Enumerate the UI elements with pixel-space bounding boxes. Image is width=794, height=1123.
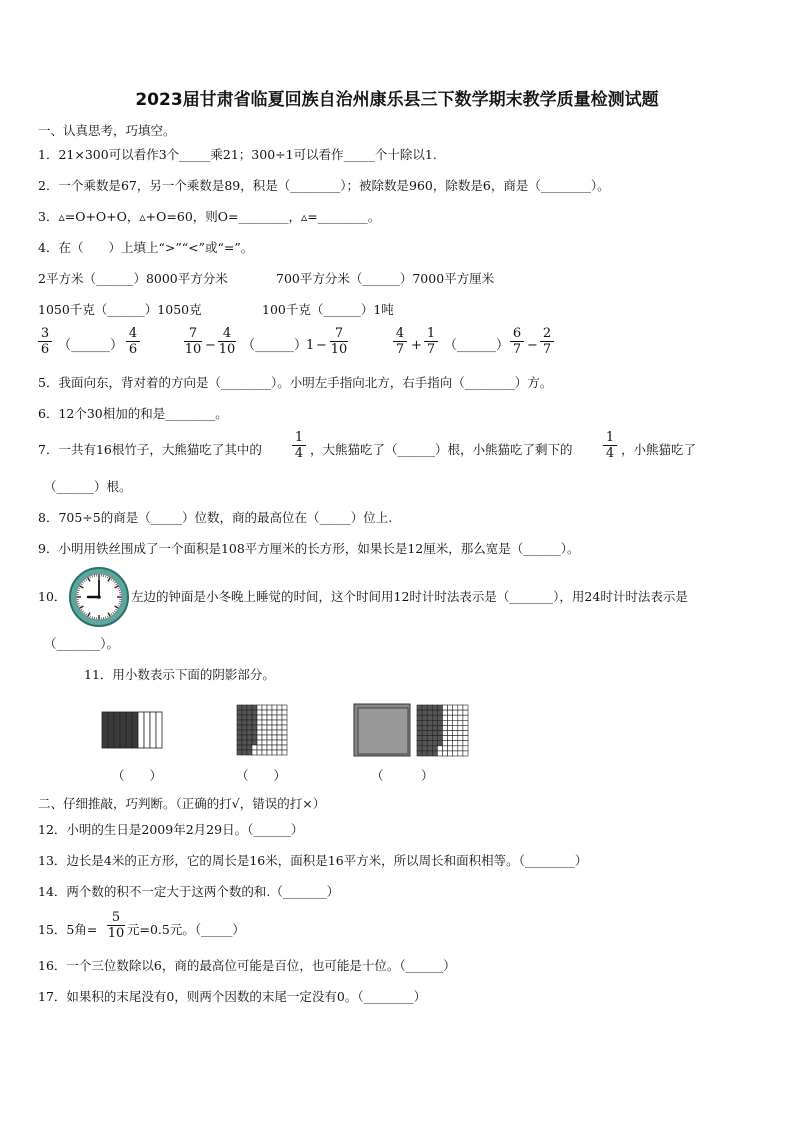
answer-blank[interactable]: （ ） [236,768,287,783]
section-heading-fill-blank: 一、认真思考，巧填空。 [38,123,176,138]
question-17: 17．如果积的末尾没有0，则两个因数的末尾一定没有0。（________） [38,989,427,1004]
question-13: 13．边长是4米的正方形，它的周长是16米，面积是16平方米，所以周长和面积相等。（________） [38,853,588,868]
question-4: 4．在（ ）上填上“>”“<”或“=”。 [38,240,254,255]
question-4-item-d: 100千克（______）1吨 [262,302,394,317]
tenths-strip-figure [101,711,163,749]
answer-blank[interactable]: （______） [242,338,308,353]
question-1: 1．21×300可以看作3个_____乘21；300÷1可以看作_____个十除以1. [38,147,437,162]
question-14: 14．两个数的积不一定大于这两个数的和.（_______） [38,884,340,899]
fraction: 4 6 [126,326,140,357]
question-4-item-c: 1050千克（______）1050克 [38,302,202,317]
fraction: 4 7 [393,326,407,357]
fraction: 7 10 [330,326,348,357]
fraction: 7 10 [184,326,202,357]
question-10-text: 左边的钟面是小冬晚上睡觉的时间，这个时间用12时计时法表示是（_______），用24时计时法表示是 [131,589,688,604]
fraction: 1 7 [424,326,438,357]
question-12: 12．小明的生日是2009年2月29日。（______） [38,822,304,837]
answer-blank[interactable]: （______） [58,338,124,353]
question-7-part-d: （______）根。 [44,479,132,494]
fraction: 4 10 [218,326,236,357]
minus-sign: − [316,338,327,353]
question-16: 16．一个三位数除以6，商的最高位可能是百位，也可能是十位。（______） [38,958,456,973]
question-11: 11．用小数表示下面的阴影部分。 [84,667,275,682]
fraction: 1 4 [292,430,306,461]
question-5: 5．我面向东，背对着的方向是（________）。小明左手指向北方，右手指向（________）方。 [38,375,553,390]
section-heading-true-false: 二、仔细推敲，巧判断。（正确的打√，错误的打×） [38,796,326,811]
question-8: 8．705÷5的商是（_____）位数，商的最高位在（_____）位上. [38,510,393,525]
question-3: 3．▵=O+O+O，▵+O=60，则O=________，▵=________。 [38,209,381,224]
fraction: 5 10 [107,910,125,941]
question-10-number: 10． [38,589,67,604]
mixed-grid-figure [352,702,472,758]
question-7-part-b: ，大熊猫吃了（______）根，小熊猫吃了剩下的 [310,442,573,457]
question-2: 2．一个乘数是67，另一个乘数是89，积是（________）；被除数是960，除数是6，商是（________）。 [38,178,610,193]
question-10-continuation: （_______）。 [44,636,120,651]
question-4-item-b: 700平方分米（______）7000平方厘米 [276,271,495,286]
fraction: 1 4 [603,430,617,461]
number-one: 1 [306,338,315,353]
fraction: 3 6 [38,326,52,357]
question-15-part-a: 15．5角= [38,922,98,937]
fraction: 2 7 [540,326,554,357]
answer-blank[interactable]: （ ） [112,768,163,783]
minus-sign: − [205,338,216,353]
answer-blank[interactable]: （______） [444,338,510,353]
question-6: 6．12个30相加的和是________。 [38,406,228,421]
hundred-grid-figure [236,704,288,756]
question-7-part-c: ，小熊猫吃了 [621,442,697,457]
question-4-item-a: 2平方米（______）8000平方分米 [38,271,228,286]
page-title: 2023届甘肃省临夏回族自治州康乐县三下数学期末教学质量检测试题 [135,90,659,110]
clock-face [68,566,130,628]
question-9: 9．小明用铁丝围成了一个面积是108平方厘米的长方形，如果长是12厘米，那么宽是（______）。 [38,541,580,556]
fraction: 6 7 [510,326,524,357]
question-7-part-a: 7．一共有16根竹子，大熊猫吃了其中的 [38,442,262,457]
minus-sign: − [527,338,538,353]
answer-blank[interactable]: （ ） [371,768,434,783]
plus-sign: + [411,338,422,353]
question-15-part-b: 元=0.5元。（_____） [127,922,245,937]
